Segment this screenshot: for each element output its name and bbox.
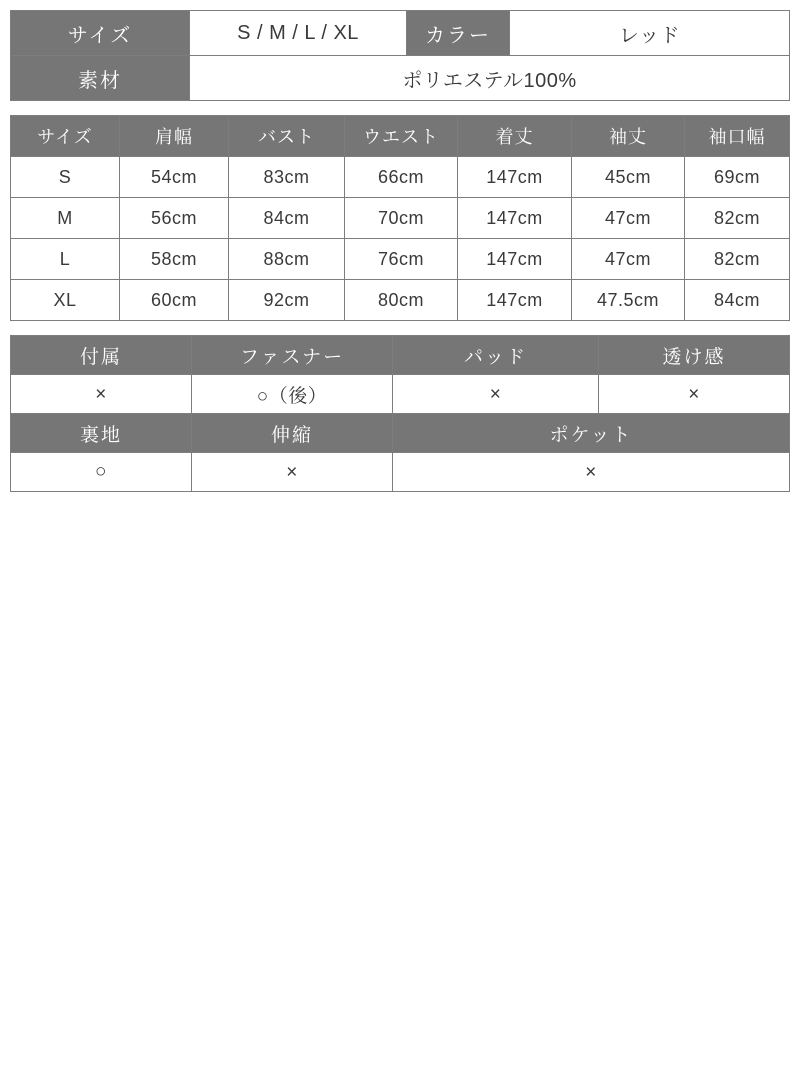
detail-value-zipper: ○（後）	[192, 375, 393, 414]
size-cell: 84cm	[685, 280, 790, 321]
size-cell: 45cm	[572, 157, 685, 198]
detail-header-stretch: 伸縮	[192, 414, 393, 453]
table-row-header	[11, 336, 790, 375]
spec-value-color: レッド	[510, 11, 790, 56]
table-row	[11, 56, 790, 101]
size-cell: M	[11, 198, 120, 239]
size-col-header-shoulder: 肩幅	[120, 116, 229, 157]
table-row-header	[11, 116, 790, 157]
table-row	[11, 157, 790, 198]
spec-value-size: S / M / L / XL	[190, 11, 407, 56]
size-col-header-length: 着丈	[458, 116, 572, 157]
size-col-header-bust: バスト	[229, 116, 345, 157]
size-cell: L	[11, 239, 120, 280]
size-cell: 69cm	[685, 157, 790, 198]
size-cell: 88cm	[229, 239, 345, 280]
size-col-header-sleeve: 袖丈	[572, 116, 685, 157]
spec-label-size: サイズ	[11, 11, 190, 56]
size-cell: 47.5cm	[572, 280, 685, 321]
detail-header-zipper: ファスナー	[192, 336, 393, 375]
size-cell: 54cm	[120, 157, 229, 198]
size-chart-table	[10, 115, 790, 321]
size-col-header-size: サイズ	[11, 116, 120, 157]
size-cell: 83cm	[229, 157, 345, 198]
size-cell: 60cm	[120, 280, 229, 321]
size-cell: 66cm	[345, 157, 458, 198]
size-cell: 58cm	[120, 239, 229, 280]
size-cell: 76cm	[345, 239, 458, 280]
size-cell: 147cm	[458, 280, 572, 321]
table-row	[11, 375, 790, 414]
size-col-header-waist: ウエスト	[345, 116, 458, 157]
spec-table	[10, 10, 790, 101]
size-cell: 47cm	[572, 198, 685, 239]
table-row	[11, 198, 790, 239]
size-col-header-cuff: 袖口幅	[685, 116, 790, 157]
size-cell: S	[11, 157, 120, 198]
detail-value-stretch: ×	[192, 453, 393, 492]
table-row	[11, 453, 790, 492]
size-cell: 56cm	[120, 198, 229, 239]
spec-label-color: カラー	[407, 11, 510, 56]
detail-value-lining: ○	[11, 453, 192, 492]
table-row	[11, 239, 790, 280]
size-cell: 147cm	[458, 239, 572, 280]
detail-header-accessory: 付属	[11, 336, 192, 375]
spec-value-material: ポリエステル100%	[190, 56, 790, 101]
size-cell: 47cm	[572, 239, 685, 280]
size-cell: 92cm	[229, 280, 345, 321]
spec-label-material: 素材	[11, 56, 190, 101]
detail-header-pad: パッド	[393, 336, 599, 375]
size-cell: 70cm	[345, 198, 458, 239]
detail-value-accessory: ×	[11, 375, 192, 414]
size-cell: 82cm	[685, 198, 790, 239]
detail-value-pad: ×	[393, 375, 599, 414]
size-cell: 84cm	[229, 198, 345, 239]
detail-value-sheerness: ×	[599, 375, 790, 414]
detail-header-lining: 裏地	[11, 414, 192, 453]
size-cell: 80cm	[345, 280, 458, 321]
table-row-header	[11, 414, 790, 453]
size-cell: XL	[11, 280, 120, 321]
size-cell: 147cm	[458, 157, 572, 198]
table-row	[11, 280, 790, 321]
table-row	[11, 11, 790, 56]
detail-header-sheerness: 透け感	[599, 336, 790, 375]
detail-header-pocket: ポケット	[393, 414, 790, 453]
detail-value-pocket: ×	[393, 453, 790, 492]
detail-table	[10, 335, 790, 492]
size-cell: 147cm	[458, 198, 572, 239]
size-cell: 82cm	[685, 239, 790, 280]
